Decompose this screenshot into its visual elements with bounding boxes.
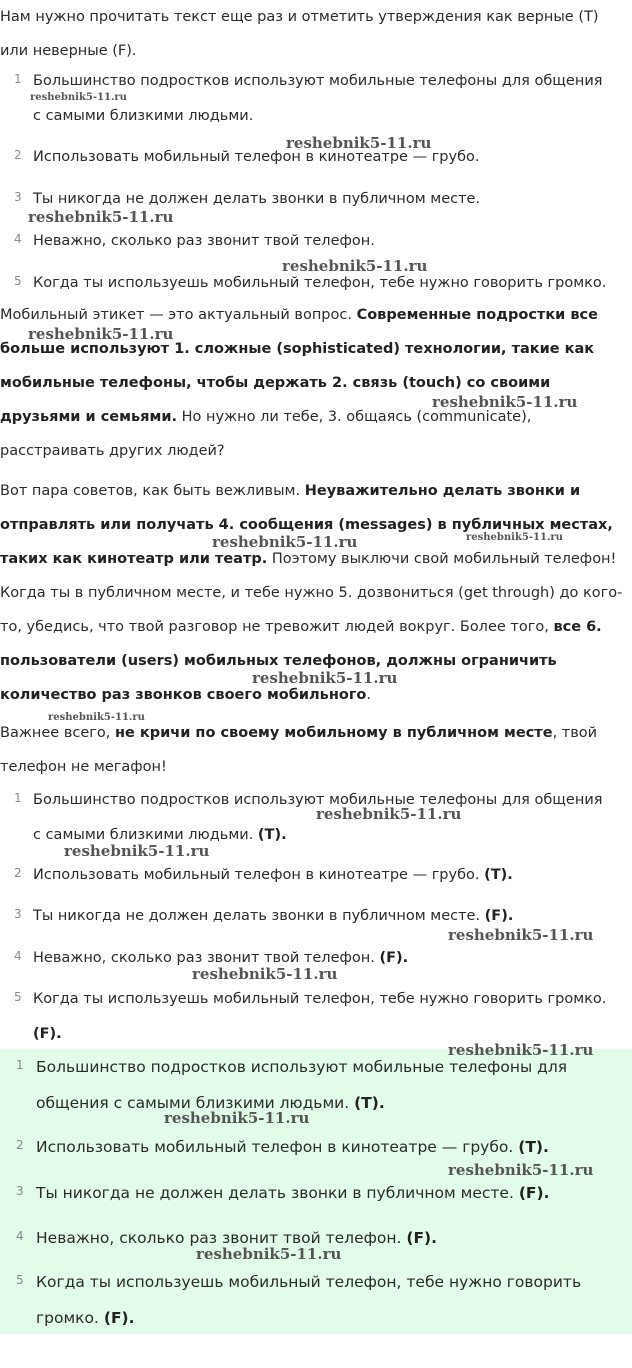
- question-number: 3: [14, 190, 22, 204]
- answer-line: Использовать мобильный телефон в кинотеатре — грубо.: [36, 1138, 519, 1156]
- watermark: reshebnik5-11.ru: [212, 533, 358, 551]
- passage-bold-text: Неуважительно делать звонки и отправлять или получать 4. сообщения (messages) в публичных местах, таких как кинотеатр или театр.: [0, 483, 613, 567]
- answer-mark: (T).: [257, 827, 287, 843]
- watermark: reshebnik5-11.ru: [252, 669, 398, 687]
- question-number: 1: [14, 72, 22, 86]
- question-text: [33, 232, 628, 250]
- question-line: Большинство подростков используют мобильные телефоны для общения: [33, 73, 603, 89]
- watermark: reshebnik5-11.ru: [282, 257, 428, 275]
- watermark: reshebnik5-11.ru: [28, 325, 174, 343]
- watermark: reshebnik5-11.ru: [432, 393, 578, 411]
- watermark: reshebnik5-11.ru: [448, 1041, 594, 1059]
- question-number: 5: [14, 274, 22, 288]
- answer-mark: (F).: [379, 950, 409, 966]
- question-text: [33, 274, 628, 292]
- intro-line-2: или неверные (F).: [0, 43, 137, 59]
- passage-paragraph-1: [0, 298, 628, 468]
- passage-text: .: [366, 687, 371, 703]
- question-text: [33, 190, 628, 208]
- answer-mark: (F).: [33, 1026, 62, 1042]
- passage-text: Поэтому выключи свой мобильный телефон! Когда ты в публичном месте, и тебе нужно 5. дозвониться (get through) до кого-то, убедись, что твой разговор не тревожит людей вокруг. Более того,: [0, 551, 623, 635]
- answer-line: общения с самыми близкими людьми.: [36, 1094, 355, 1112]
- answer-number: 2: [16, 1138, 24, 1152]
- passage-paragraph-3: [0, 716, 628, 784]
- answer-mark: (T).: [354, 1094, 385, 1112]
- answer-text: [33, 907, 628, 925]
- answer-mark: (F).: [484, 908, 514, 924]
- answer-line: Ты никогда не должен делать звонки в публичном месте.: [36, 1184, 519, 1202]
- answer-line: Неважно, сколько раз звонит твой телефон.: [36, 1229, 407, 1247]
- watermark: reshebnik5-11.ru: [316, 805, 462, 823]
- answer-mark: (F).: [103, 1309, 135, 1327]
- highlighted-answers-panel: [0, 1049, 632, 1334]
- answer-number: 3: [14, 907, 22, 921]
- answer-text: [33, 990, 628, 1043]
- answer-line: Когда ты используешь мобильный телефон, тебе нужно говорить: [36, 1273, 582, 1291]
- watermark: reshebnik5-11.ru: [192, 965, 338, 983]
- intro-text: [0, 0, 628, 68]
- answer-text: [36, 1273, 628, 1327]
- answer-number: 5: [16, 1273, 24, 1287]
- answer-text: [33, 866, 628, 884]
- watermark: reshebnik5-11.ru: [28, 208, 174, 226]
- answer-line: Когда ты используешь мобильный телефон, тебе нужно говорить громко.: [33, 991, 607, 1007]
- answer-number: 3: [16, 1184, 24, 1198]
- intro-line-1: Нам нужно прочитать текст еще раз и отметить утверждения как верные (T): [0, 9, 599, 25]
- watermark: reshebnik5-11.ru: [466, 532, 563, 543]
- watermark: reshebnik5-11.ru: [286, 134, 432, 152]
- watermark: reshebnik5-11.ru: [164, 1109, 310, 1127]
- question-line: Использовать мобильный телефон в кинотеатре — грубо.: [33, 149, 480, 165]
- answer-text: [36, 1058, 628, 1112]
- answer-text: [36, 1184, 628, 1202]
- passage-text: Мобильный этикет — это актуальный вопрос.: [0, 307, 357, 323]
- answer-mark: (F).: [518, 1184, 550, 1202]
- answer-mark: (T).: [518, 1138, 549, 1156]
- watermark: reshebnik5-11.ru: [448, 926, 594, 944]
- watermark: reshebnik5-11.ru: [64, 842, 210, 860]
- answer-number: 2: [14, 866, 22, 880]
- answer-line: Большинство подростков используют мобильные телефоны для: [36, 1058, 568, 1076]
- answer-line: Ты никогда не должен делать звонки в публичном месте.: [33, 908, 485, 924]
- passage-text: , твой телефон не мегафон!: [0, 725, 598, 775]
- passage-text: Важнее всего,: [0, 725, 115, 741]
- answer-line: громко.: [36, 1309, 104, 1327]
- answer-line: Большинство подростков используют мобильные телефоны для общения: [33, 792, 603, 808]
- watermark: reshebnik5-11.ru: [30, 92, 127, 103]
- answer-number: 1: [14, 791, 22, 805]
- passage-text: Вот пара советов, как быть вежливым.: [0, 483, 305, 499]
- question-number: 4: [14, 232, 22, 246]
- answer-mark: (T).: [484, 867, 513, 883]
- question-line: Неважно, сколько раз звонит твой телефон.: [33, 233, 375, 249]
- answer-number: 4: [14, 949, 22, 963]
- question-number: 2: [14, 148, 22, 162]
- passage-bold-text: не кричи по своему мобильному в публичном месте: [114, 725, 553, 741]
- answer-number: 5: [14, 990, 22, 1004]
- watermark: reshebnik5-11.ru: [196, 1245, 342, 1263]
- question-line: Ты никогда не должен делать звонки в публичном месте.: [33, 191, 481, 207]
- passage-text: Но нужно ли тебе, 3. общаясь (communicate), расстраивать других людей?: [0, 409, 532, 459]
- watermark: reshebnik5-11.ru: [48, 712, 145, 723]
- answer-mark: (F).: [406, 1229, 438, 1247]
- answer-line: с самыми близкими людьми.: [33, 827, 258, 843]
- watermark: reshebnik5-11.ru: [448, 1161, 594, 1179]
- passage-bold-text: все 6. пользователи (users) мобильных телефонов, должны ограничить количество раз звонков своего мобильного: [0, 619, 602, 703]
- answer-line: Использовать мобильный телефон в кинотеатре — грубо.: [33, 867, 485, 883]
- answer-line: Неважно, сколько раз звонит твой телефон.: [33, 950, 380, 966]
- answer-number: 1: [16, 1058, 24, 1072]
- question-line: Когда ты используешь мобильный телефон, тебе нужно говорить громко.: [33, 275, 607, 291]
- question-line: с самыми близкими людьми.: [33, 108, 254, 124]
- answer-text: [36, 1138, 628, 1156]
- passage-bold-text: Современные подростки все больше используют 1. сложные (sophisticated) технологии, такие как мобильные телефоны, чтобы держать 2. связь (touch) со своими друзьями и семьями.: [0, 307, 598, 425]
- answer-number: 4: [16, 1229, 24, 1243]
